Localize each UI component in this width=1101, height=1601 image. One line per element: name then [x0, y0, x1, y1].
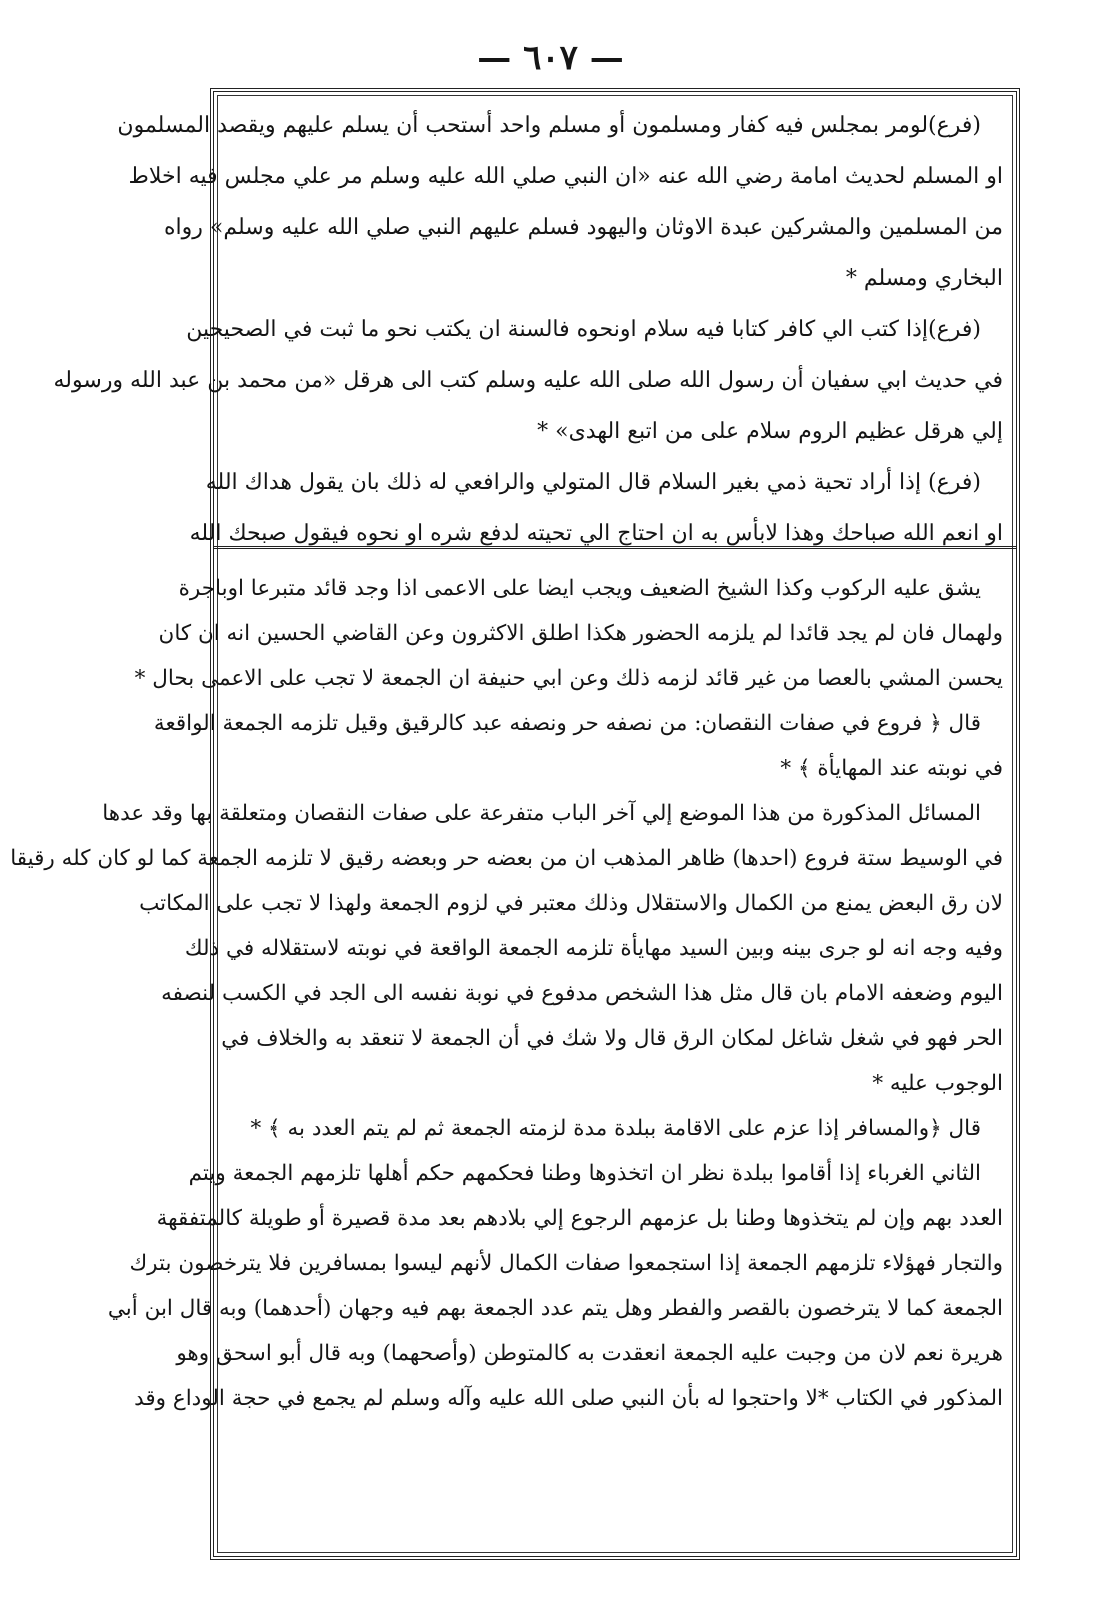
text-line: قال ﴿والمسافر إذا عزم على الاقامة ببلدة مدة لزمته الجمعة ثم لم يتم العدد به ﴾ *	[250, 1116, 981, 1141]
text-line: الجمعة كما لا يترخصون بالقصر والفطر وهل يتم عدد الجمعة بهم فيه وجهان (أحدهما) وبه قال ابن أبي	[107, 1296, 1003, 1321]
text-line: في حديث ابي سفيان أن رسول الله صلى الله عليه وسلم كتب الى هرقل «من محمد بن عبد الله ورسوله	[53, 368, 1003, 393]
paragraph	[153, 701, 1003, 791]
text-line: والتجار فهؤلاء تلزمهم الجمعة إذا استجمعوا صفات الكمال لأنهم ليسوا بمسافرين فلا يترخصون بترك	[129, 1251, 1003, 1276]
text-line: العدد بهم وإن لم يتخذوها وطنا بل عزمهم الرجوع إلي بلادهم بعد مدة قصيرة أو طويلة كالمتفقهة	[156, 1206, 1003, 1231]
text-line: يحسن المشي بالعصا من غير قائد لزمه ذلك وعن ابي حنيفة ان الجمعة لا تجب على الاعمى بحال *	[134, 666, 1003, 691]
text-line: لان رق البعض يمنع من الكمال والاستقلال وذلك معتبر في لزوم الجمعة ولهذا لا تجب على المكاتب	[139, 891, 1003, 916]
text-line: قال ﴿ فروع في صفات النقصان: من نصفه حر ونصفه عبد كالرقيق وقيل تلزمه الجمعة الواقعة	[153, 711, 981, 736]
text-line: البخاري ومسلم *	[845, 266, 1003, 291]
bottom-section	[10, 566, 1003, 1421]
text-line: المسائل المذكورة من هذا الموضع إلي آخر الباب متفرعة على صفات النقصان ومتعلقة بها وقد عدها	[102, 801, 981, 826]
text-line: المذكور في الكتاب *لا واحتجوا له بأن النبي صلى الله عليه وآله وسلم لم يجمع في حجة الوداع وقد	[134, 1386, 1003, 1411]
text-line: الثاني الغرباء إذا أقاموا ببلدة نظر ان اتخذوها وطنا فحكمهم حكم أهلها تلزمهم الجمعة ويتم	[188, 1161, 981, 1186]
text-line: إلي هرقل عظيم الروم سلام على من اتبع الهدى» *	[537, 419, 1003, 444]
section-divider	[214, 546, 1017, 553]
text-line: الوجوب عليه *	[872, 1071, 1003, 1096]
paragraph	[189, 457, 1003, 559]
paragraph	[10, 791, 1003, 1106]
text-line: (فرع)إذا كتب الي كافر كتابا فيه سلام اونحوه فالسنة ان يكتب نحو ما ثبت في الصحيحين	[186, 317, 981, 342]
text-line: هريرة نعم لان من وجبت عليه الجمعة انعقدت به كالمتوطن (وأصحهما) وبه قال أبو اسحق وهو	[176, 1341, 1003, 1366]
text-line: يشق عليه الركوب وكذا الشيخ الضعيف ويجب ايضا على الاعمى اذا وجد قائد متبرعا اوباجرة	[178, 576, 981, 601]
page-number: — ٦٠٧ —	[477, 38, 624, 78]
text-line: الحر فهو في شغل شاغل لمكان الرق قال ولا شك في أن الجمعة لا تنعقد به والخلاف في	[221, 1026, 1003, 1051]
paragraph	[107, 1151, 1003, 1421]
paragraph	[117, 100, 1003, 304]
text-line: من المسلمين والمشركين عبدة الاوثان واليهود فسلم عليهم النبي صلي الله عليه وسلم» رواه	[164, 215, 1003, 240]
top-section	[53, 100, 1003, 559]
paragraph	[53, 304, 1003, 457]
text-line: ولهمال فان لم يجد قائدا لم يلزمه الحضور هكذا اطلق الاكثرون وعن القاضي الحسين انه ان كان	[158, 621, 1003, 646]
text-line: او انعم الله صباحك وهذا لابأس به ان احتاج الي تحيته لدفع شره او نحوه فيقول صبحك الله	[189, 521, 1003, 546]
paragraph	[228, 1106, 1003, 1151]
paragraph	[134, 566, 1003, 701]
text-line: وفيه وجه انه لو جرى بينه وبين السيد مهايأة تلزمه الجمعة الواقعة في نوبته لاستقلاله في ذلك	[184, 936, 1003, 961]
text-line: او المسلم لحديث امامة رضي الله عنه «ان النبي صلي الله عليه وسلم مر علي مجلس فيه اخلاط	[128, 164, 1003, 189]
text-line: في نوبته عند المهايأة ﴾ *	[780, 756, 1003, 781]
text-line: (فرع) إذا أراد تحية ذمي بغير السلام قال المتولي والرافعي له ذلك بان يقول هداك الله	[205, 470, 981, 495]
text-line: في الوسيط ستة فروع (احدها) ظاهر المذهب ان من بعضه حر وبعضه رقيق لا تلزمه الجمعة كما لو كان كله رقيقا	[10, 846, 1003, 871]
text-line: اليوم وضعفه الامام بان قال مثل هذا الشخص مدفوع في نوبة نفسه الى الجد في الكسب لنصفه	[161, 981, 1003, 1006]
text-line: (فرع)لومر بمجلس فيه كفار ومسلمون أو مسلم واحد أستحب أن يسلم عليهم ويقصد المسلمون	[117, 113, 981, 138]
